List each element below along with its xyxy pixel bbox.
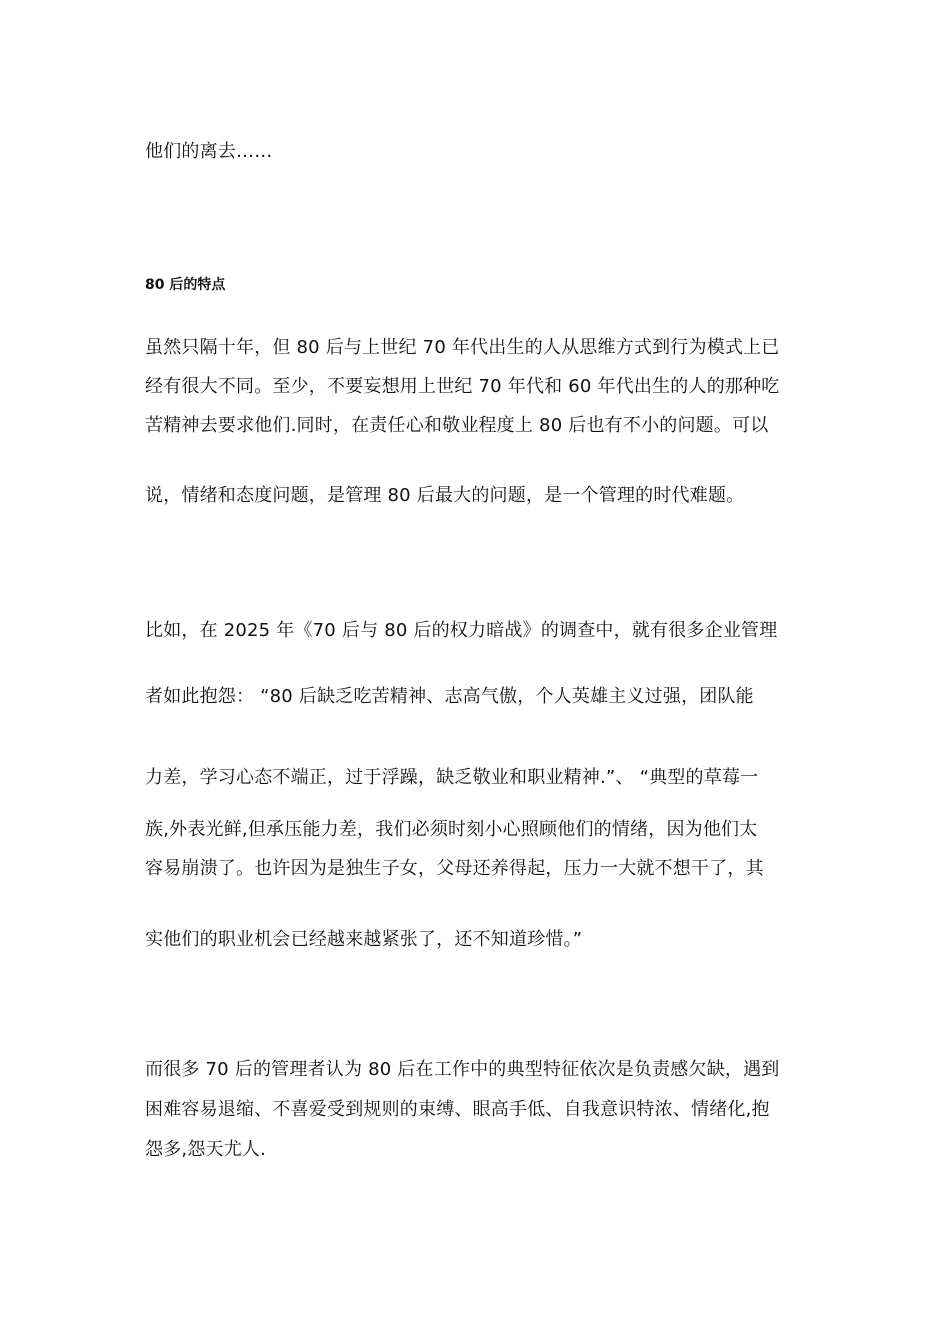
intro-line: 他们的离去…… bbox=[145, 141, 273, 162]
paragraph-1-line: 苦精神去要求他们.同时，在责任心和敬业程度上 80 后也有不小的问题。可以 bbox=[145, 415, 769, 436]
paragraph-1-line: 虽然只隔十年，但 80 后与上世纪 70 年代出生的人从思维方式到行为模式上已 bbox=[145, 337, 780, 358]
paragraph-2-line: 者如此抱怨： “80 后缺乏吃苦精神、志高气傲，个人英雄主义过强，团队能 bbox=[145, 686, 754, 707]
paragraph-3-line: 怨多,怨天尤人. bbox=[145, 1139, 267, 1160]
paragraph-2-line: 力差，学习心态不端正，过于浮躁，缺乏敬业和职业精神.”、 “典型的草莓一 bbox=[145, 767, 759, 788]
paragraph-2-line: 实他们的职业机会已经越来越紧张了，还不知道珍惜。” bbox=[145, 929, 583, 950]
paragraph-2-line: 族,外表光鲜,但承压能力差，我们必须时刻小心照顾他们的情绪，因为他们太 bbox=[145, 819, 758, 840]
paragraph-2-line: 比如，在 2025 年《70 后与 80 后的权力暗战》的调查中，就有很多企业管理 bbox=[145, 620, 778, 641]
paragraph-3-line: 困难容易退缩、不喜爱受到规则的束缚、眼高手低、自我意识特浓、情绪化,抱 bbox=[145, 1099, 770, 1120]
paragraph-3-line: 而很多 70 后的管理者认为 80 后在工作中的典型特征依次是负责感欠缺，遇到 bbox=[145, 1059, 780, 1080]
paragraph-2-line: 容易崩溃了。也许因为是独生子女，父母还养得起，压力一大就不想干了，其 bbox=[145, 858, 764, 879]
paragraph-1-line: 说，情绪和态度问题，是管理 80 后最大的问题，是一个管理的时代难题。 bbox=[145, 485, 745, 506]
paragraph-1-line: 经有很大不同。至少，不要妄想用上世纪 70 年代和 60 年代出生的人的那种吃 bbox=[145, 376, 780, 397]
section-heading: 80 后的特点 bbox=[145, 277, 226, 293]
